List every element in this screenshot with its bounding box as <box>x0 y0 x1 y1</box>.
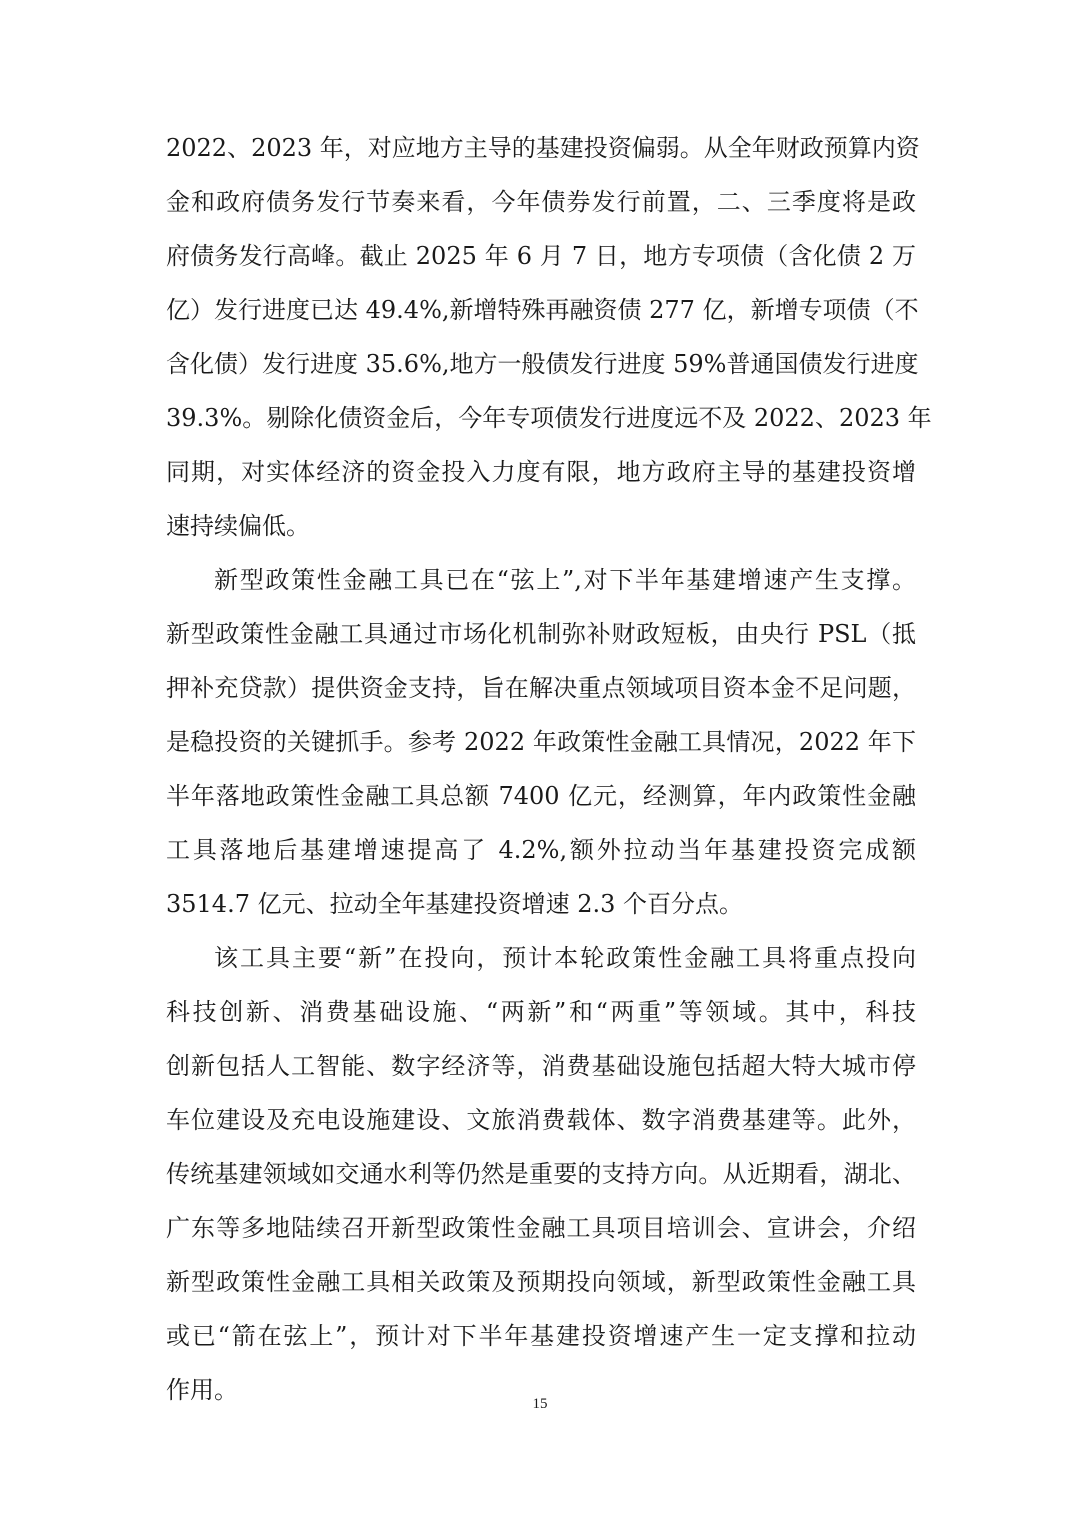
text-line: 是稳投资的关键抓手。参考 2022 年政策性金融工具情况，2022 年下 <box>166 728 916 756</box>
text-line: 广东等多地陆续召开新型政策性金融工具项目培训会、宣讲会，介绍 <box>166 1214 916 1242</box>
text-line: 3514.7 亿元、拉动全年基建投资增速 2.3 个百分点。 <box>166 890 744 918</box>
paragraph-policy-financial-tools <box>166 562 916 940</box>
text-line: 同期，对实体经济的资金投入力度有限，地方政府主导的基建投资增 <box>166 458 916 486</box>
text-line: 新型政策性金融工具已在“弦上”,对下半年基建增速产生支撑。 <box>214 566 916 594</box>
text-line: 科技创新、消费基础设施、“两新”和“两重”等领域。其中，科技 <box>166 998 916 1026</box>
text-line: 或已“箭在弦上”，预计对下半年基建投资增速产生一定支撑和拉动 <box>166 1322 916 1350</box>
text-line: 押补充贷款）提供资金支持，旨在解决重点领域项目资本金不足问题， <box>166 674 916 702</box>
text-line: 创新包括人工智能、数字经济等，消费基础设施包括超大特大城市停 <box>166 1052 916 1080</box>
paragraph-investment-direction <box>166 940 916 1426</box>
text-line: 半年落地政策性金融工具总额 7400 亿元，经测算，年内政策性金融 <box>166 782 916 810</box>
paragraph-infrastructure-funding <box>166 130 932 562</box>
text-line: 金和政府债务发行节奏来看，今年债券发行前置，二、三季度将是政 <box>166 188 916 216</box>
page-number: 15 <box>532 1396 548 1412</box>
text-line: 工具落地后基建增速提高了 4.2%,额外拉动当年基建投资完成额 <box>166 836 916 864</box>
text-line: 2022、2023 年，对应地方主导的基建投资偏弱。从全年财政预算内资 <box>166 134 920 162</box>
text-line: 车位建设及充电设施建设、文旅消费载体、数字消费基建等。此外， <box>166 1106 916 1134</box>
text-line: 含化债）发行进度 35.6%,地方一般债发行进度 59%普通国债发行进度 <box>166 350 919 378</box>
text-line: 新型政策性金融工具通过市场化机制弥补财政短板，由央行 PSL（抵 <box>166 620 916 648</box>
text-line: 府债务发行高峰。截止 2025 年 6 月 7 日，地方专项债（含化债 2 万 <box>166 242 916 270</box>
text-line: 新型政策性金融工具相关政策及预期投向领域，新型政策性金融工具 <box>166 1268 916 1296</box>
text-line: 传统基建领域如交通水利等仍然是重要的支持方向。从近期看，湖北、 <box>166 1160 916 1188</box>
text-line: 39.3%。剔除化债资金后，今年专项债发行进度远不及 2022、2023 年 <box>166 404 932 432</box>
document-body <box>166 130 932 1426</box>
text-line: 速持续偏低。 <box>166 512 310 540</box>
text-line: 亿）发行进度已达 49.4%,新增特殊再融资债 277 亿，新增专项债（不 <box>166 296 919 324</box>
text-line: 该工具主要“新”在投向，预计本轮政策性金融工具将重点投向 <box>214 944 916 972</box>
text-line: 作用。 <box>166 1376 238 1404</box>
